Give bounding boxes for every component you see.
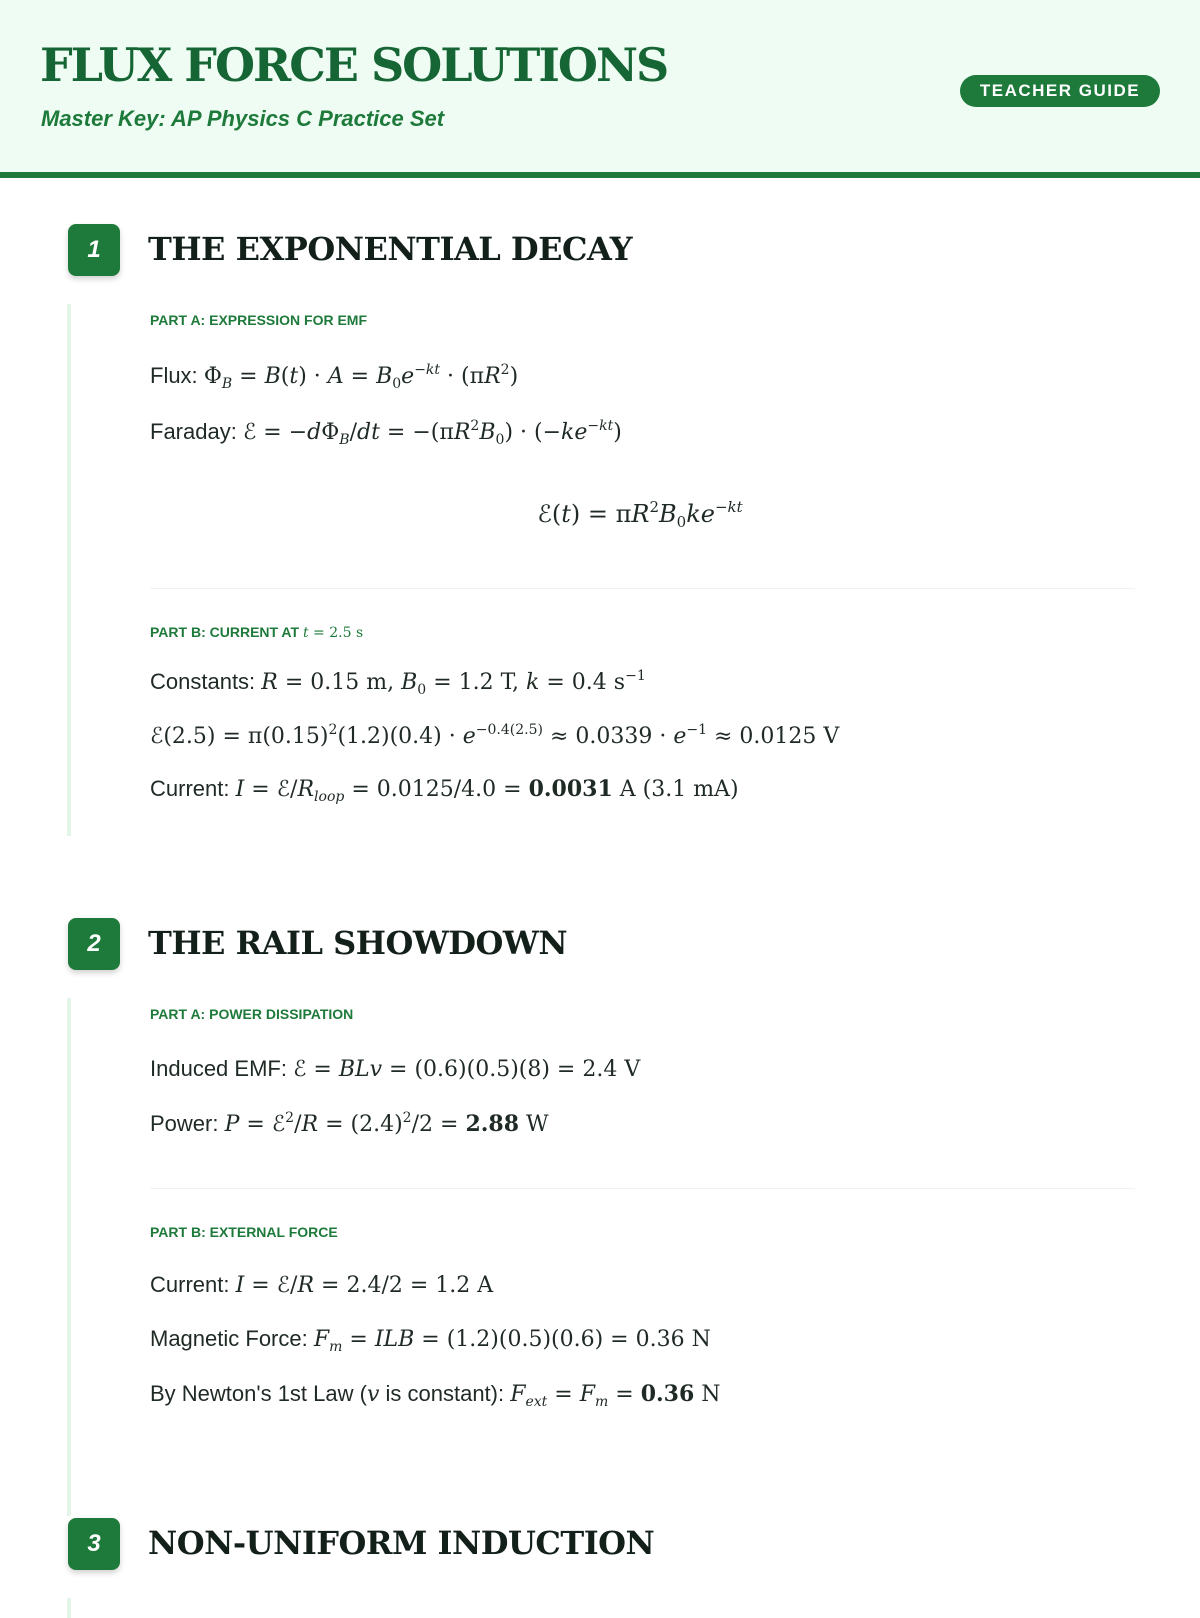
emf-evaluation-math: ℰ(2.5) = $\pi(0.15)^2(1.2)(0.4) \cdot e^{-0.4(2.5)} \approx 0.0339 \cdot e^{-1} \approx 0.0125$ V (150, 722, 840, 749)
flux-math: $\Phi_B = B(t) \cdot A = B_0e^{-kt} \cdot (\pi R^2)$ (203, 362, 519, 392)
newton-label-end: is constant): (379, 1381, 505, 1406)
part-b-label: PART B: EXTERNAL FORCE (150, 1224, 338, 1240)
current-math: $I = ℰ/R_{loop} = 0.0125/4.0 = 0.0031$ A (3.1 mA) (235, 776, 739, 805)
constants-label: Constants: (150, 669, 256, 694)
flux-equation (150, 362, 518, 392)
page-header (0, 0, 1200, 178)
emf-result-display: ℰ(t) = $\pi R^2B_0ke^{-kt}$ (537, 498, 743, 531)
newton-line (150, 1381, 721, 1410)
part-a-label: PART A: POWER DISSIPATION (150, 1006, 354, 1022)
part-b-label-text: PART B: CURRENT AT (150, 624, 300, 640)
faraday-equation (150, 418, 622, 448)
section-title: THE EXPONENTIAL DECAY (148, 230, 633, 268)
page-subtitle: Master Key: AP Physics C Practice Set (41, 106, 445, 131)
constants-math: R = 0.15 m, $B_0 = 1.2$ T, k = 0.4 $s^{-1}$ (261, 668, 646, 698)
part-divider (150, 1188, 1135, 1189)
faraday-math: ℰ = $-d\Phi_B/dt = -(\pi R^2B_0) \cdot (-ke^{-kt})$ (242, 418, 622, 448)
external-force-math: $F_{ext} = F_m = 0.36$ N (510, 1381, 721, 1410)
magnetic-force-math: $F_m$ = ILB = (1.2)(0.5)(0.6) = 0.36 N (313, 1327, 711, 1355)
induced-emf-math: ℰ = BLv = (0.6)(0.5)(8) = 2.4 V (293, 1057, 641, 1082)
constants-line (150, 668, 646, 698)
section-number: 2 (68, 918, 120, 970)
flux-label: Flux: (150, 363, 198, 388)
current-line (150, 776, 739, 805)
magnetic-force-line (150, 1326, 711, 1355)
power-label: Power: (150, 1111, 219, 1136)
teacher-guide-badge: TEACHER GUIDE (960, 75, 1160, 107)
emf-evaluation-line (150, 722, 839, 749)
rail-current-line (150, 1272, 493, 1298)
part-a-label: PART A: EXPRESSION FOR EMF (150, 312, 368, 328)
current-label: Current: (150, 776, 230, 801)
brand-title: FLUX FORCE SOLUTIONS (40, 38, 668, 92)
section-title: NON-UNIFORM INDUCTION (148, 1524, 655, 1562)
induced-emf-label: Induced EMF: (150, 1056, 287, 1081)
section-number: 3 (68, 1518, 120, 1570)
newton-label-start: By Newton's 1st Law ( (150, 1381, 367, 1406)
velocity-symbol: v (366, 1382, 380, 1407)
part-b-label (150, 624, 363, 641)
power-math: P = ℰ$^2$/R = $(2.4)^2/2 = 2.88$ W (224, 1110, 549, 1137)
part-b-label-math: t = 2.5 s (302, 625, 364, 641)
induced-emf-line (150, 1056, 640, 1082)
section-rule (67, 304, 71, 836)
section-number: 1 (68, 224, 120, 276)
part-divider (150, 588, 1135, 589)
rail-current-label: Current: (150, 1272, 230, 1297)
power-line (150, 1110, 549, 1137)
rail-current-math: I = ℰ/R = 2.4/2 = 1.2 A (235, 1273, 494, 1298)
section-rule (67, 1598, 71, 1618)
faraday-label: Faraday: (150, 419, 237, 444)
magnetic-force-label: Magnetic Force: (150, 1326, 308, 1351)
section-title: THE RAIL SHOWDOWN (148, 924, 568, 962)
section-rule (67, 998, 71, 1516)
